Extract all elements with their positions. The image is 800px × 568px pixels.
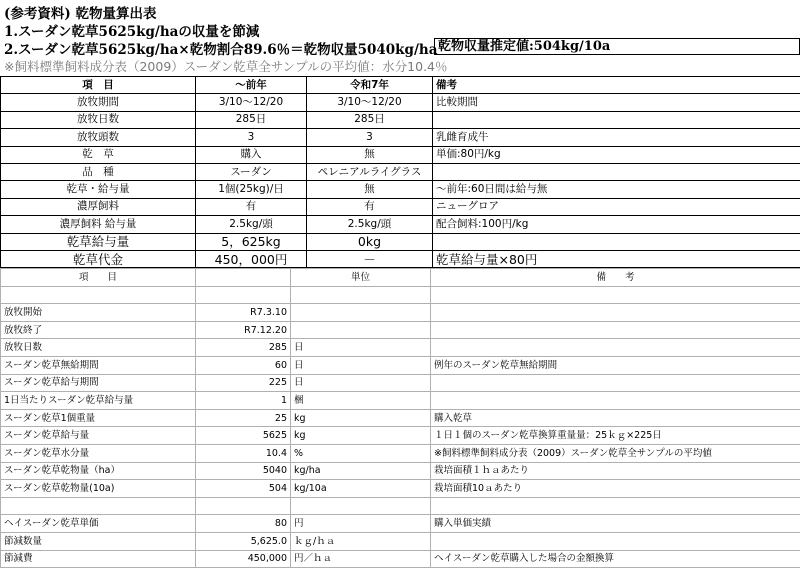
table-cell-item: 乾草給与量 (1, 233, 196, 250)
table-cell-r7: － (307, 250, 433, 267)
table-cell-prev: 2.5kg/頭 (196, 216, 307, 233)
page-title: (参考資料) 乾物量算出表 (4, 2, 156, 22)
table-cell-unit: kg (291, 409, 431, 427)
table-cell-unit: kg/10a (291, 480, 431, 498)
table-cell-note (431, 304, 800, 322)
table-row (1, 233, 800, 250)
table-cell-prev: 3/10～12/20 (196, 94, 307, 111)
table-cell-item: スーダン乾草乾物量（ha） (1, 462, 196, 480)
table-cell-unit: % (291, 444, 431, 462)
column-header (196, 269, 291, 287)
table-cell-note (433, 111, 800, 128)
table-cell-prev: 1個(25kg)/日 (196, 181, 307, 198)
table-cell-item: スーダン乾草無給期間 (1, 356, 196, 374)
table-row (1, 216, 800, 233)
table-cell-item: スーダン乾草1個重量 (1, 409, 196, 427)
comparison-table (0, 76, 800, 268)
table-cell-note (433, 233, 800, 250)
table-cell-unit (291, 286, 431, 304)
table-cell-item: 放牧頭数 (1, 129, 196, 146)
table-cell-r7: 285日 (307, 111, 433, 128)
table-cell-r7: ペレニアルライグラス (307, 163, 433, 180)
table-cell-note: １日１個のスーダン乾草換算重量量：25ｋｇ×225日 (431, 427, 800, 445)
table-cell-item: スーダン乾草給与期間 (1, 374, 196, 392)
source-note: ※飼料標準飼料成分表（2009）スーダン乾草全サンプルの平均値：水分10.4％ (4, 57, 448, 75)
table-cell-r7: 3 (307, 129, 433, 146)
table-row (1, 198, 800, 215)
dry-yield-estimate-box: 乾物収量推定値:504kg/10a (434, 38, 800, 55)
table-cell-item: 乾草代金 (1, 250, 196, 267)
table-cell-item: 節減数量 (1, 532, 196, 550)
table-cell-item: 放牧日数 (1, 111, 196, 128)
table-header-row (1, 269, 800, 287)
table-cell-note: 栽培面積１ｈａあたり (431, 462, 800, 480)
table-row (1, 356, 800, 374)
table-row (1, 94, 800, 111)
table-cell-item: スーダン乾草給与量 (1, 427, 196, 445)
table-row (1, 286, 800, 304)
table-cell-note (431, 321, 800, 339)
table-row (1, 497, 800, 515)
table-cell-unit: ｋｇ/ｈａ (291, 532, 431, 550)
table-cell-note: 配合飼料:100円/kg (433, 216, 800, 233)
table-row (1, 392, 800, 410)
table-cell-r7: 2.5kg/頭 (307, 216, 433, 233)
table-row (1, 480, 800, 498)
table-cell-unit: kg/ha (291, 462, 431, 480)
table-cell-value (196, 286, 291, 304)
table-cell-value: 10.4 (196, 444, 291, 462)
table-cell-item: ヘイスーダン乾草単価 (1, 515, 196, 533)
table-cell-item: 濃厚飼料 (1, 198, 196, 215)
table-cell-unit (291, 304, 431, 322)
table-cell-item: 放牧開始 (1, 304, 196, 322)
table-cell-r7: 無 (307, 146, 433, 163)
table-cell-note: 購入単価実績 (431, 515, 800, 533)
table-row (1, 550, 800, 568)
summary-line-1: 1.スーダン乾草5625kg/haの収量を節減 (4, 20, 259, 40)
table-cell-item: スーダン乾草乾物量(10a) (1, 480, 196, 498)
table-cell-value (196, 497, 291, 515)
table-row (1, 409, 800, 427)
table-cell-value: 504 (196, 480, 291, 498)
table-cell-note: ※飼料標準飼料成分表（2009）スーダン乾草全サンプルの平均値 (431, 444, 800, 462)
table-row (1, 250, 800, 267)
table-cell-note (431, 339, 800, 357)
table-cell-item: 乾 草 (1, 146, 196, 163)
column-header: 項 目 (1, 77, 196, 94)
table-cell-note: 購入乾草 (431, 409, 800, 427)
table-cell-item: 放牧期間 (1, 94, 196, 111)
table-row (1, 427, 800, 445)
summary-line-2: 2.スーダン乾草5625kg/ha×乾物割合89.6％＝乾物収量5040kg/ha (4, 38, 437, 58)
table-cell-unit (291, 321, 431, 339)
table-cell-value: 5,625.0 (196, 532, 291, 550)
table-cell-prev: 有 (196, 198, 307, 215)
table-row (1, 163, 800, 180)
table-cell-item: 放牧終了 (1, 321, 196, 339)
table-cell-prev: 5，625kg (196, 233, 307, 250)
table-cell-unit: kg (291, 427, 431, 445)
table-cell-value: 450,000 (196, 550, 291, 568)
table-cell-note (431, 532, 800, 550)
table-cell-item: 1日当たりスーダン乾草給与量 (1, 392, 196, 410)
column-header: 備 考 (431, 269, 800, 287)
table-cell-r7: 無 (307, 181, 433, 198)
column-header: 備考 (433, 77, 800, 94)
table-cell-note: 栽培面積10ａあたり (431, 480, 800, 498)
table-cell-note (433, 163, 800, 180)
table-cell-r7: 有 (307, 198, 433, 215)
table-cell-item: 節減費 (1, 550, 196, 568)
table-cell-item (1, 497, 196, 515)
table-cell-value: 5040 (196, 462, 291, 480)
table-cell-value: R7.12.20 (196, 321, 291, 339)
table-cell-prev: スーダン (196, 163, 307, 180)
table-header-row (1, 77, 800, 94)
table-row (1, 181, 800, 198)
table-row (1, 462, 800, 480)
table-cell-unit: 日 (291, 339, 431, 357)
table-cell-note: ヘイスーダン乾草購入した場合の金額換算 (431, 550, 800, 568)
table-cell-note (431, 374, 800, 392)
table-cell-value: 80 (196, 515, 291, 533)
column-header: ～前年 (196, 77, 307, 94)
table-row (1, 339, 800, 357)
column-header: 項 目 (1, 269, 196, 287)
table-row (1, 532, 800, 550)
table-row (1, 444, 800, 462)
table-cell-unit: 日 (291, 374, 431, 392)
table-cell-note: ～前年:60日間は給与無 (433, 181, 800, 198)
table-cell-r7: 3/10～12/20 (307, 94, 433, 111)
table-cell-unit: 円／ｈａ (291, 550, 431, 568)
table-row (1, 515, 800, 533)
dry-matter-calc-table (0, 268, 800, 568)
table-cell-item: 乾草・給与量 (1, 181, 196, 198)
table-cell-value: 225 (196, 374, 291, 392)
table-cell-note: 乾草給与量×80円 (433, 250, 800, 267)
table-cell-item: 濃厚飼料 給与量 (1, 216, 196, 233)
table-cell-note: 単価:80円/kg (433, 146, 800, 163)
table-cell-note (431, 286, 800, 304)
column-header: 単位 (291, 269, 431, 287)
table-row (1, 111, 800, 128)
table-row (1, 374, 800, 392)
table-cell-item: 品 種 (1, 163, 196, 180)
table-row (1, 304, 800, 322)
table-cell-prev: 3 (196, 129, 307, 146)
table-cell-note (431, 392, 800, 410)
column-header: 令和7年 (307, 77, 433, 94)
table-cell-prev: 285日 (196, 111, 307, 128)
table-cell-unit: 日 (291, 356, 431, 374)
table-cell-note: 乳雌育成牛 (433, 129, 800, 146)
table-cell-value: 25 (196, 409, 291, 427)
table-cell-item (1, 286, 196, 304)
table-cell-value: 1 (196, 392, 291, 410)
table-row (1, 321, 800, 339)
table-cell-value: 60 (196, 356, 291, 374)
table-cell-note: ニューグロア (433, 198, 800, 215)
table-cell-r7: 0kg (307, 233, 433, 250)
table-cell-item: スーダン乾草水分量 (1, 444, 196, 462)
table-cell-unit: 梱 (291, 392, 431, 410)
table-cell-value: R7.3.10 (196, 304, 291, 322)
table-cell-note: 比較期間 (433, 94, 800, 111)
table-cell-item: 放牧日数 (1, 339, 196, 357)
table-row (1, 146, 800, 163)
table-cell-prev: 購入 (196, 146, 307, 163)
table-cell-note: 例年のスーダン乾草無給期間 (431, 356, 800, 374)
table-cell-prev: 450，000円 (196, 250, 307, 267)
table-cell-unit: 円 (291, 515, 431, 533)
table-cell-note (431, 497, 800, 515)
table-cell-unit (291, 497, 431, 515)
table-cell-value: 285 (196, 339, 291, 357)
table-row (1, 129, 800, 146)
table-cell-value: 5625 (196, 427, 291, 445)
